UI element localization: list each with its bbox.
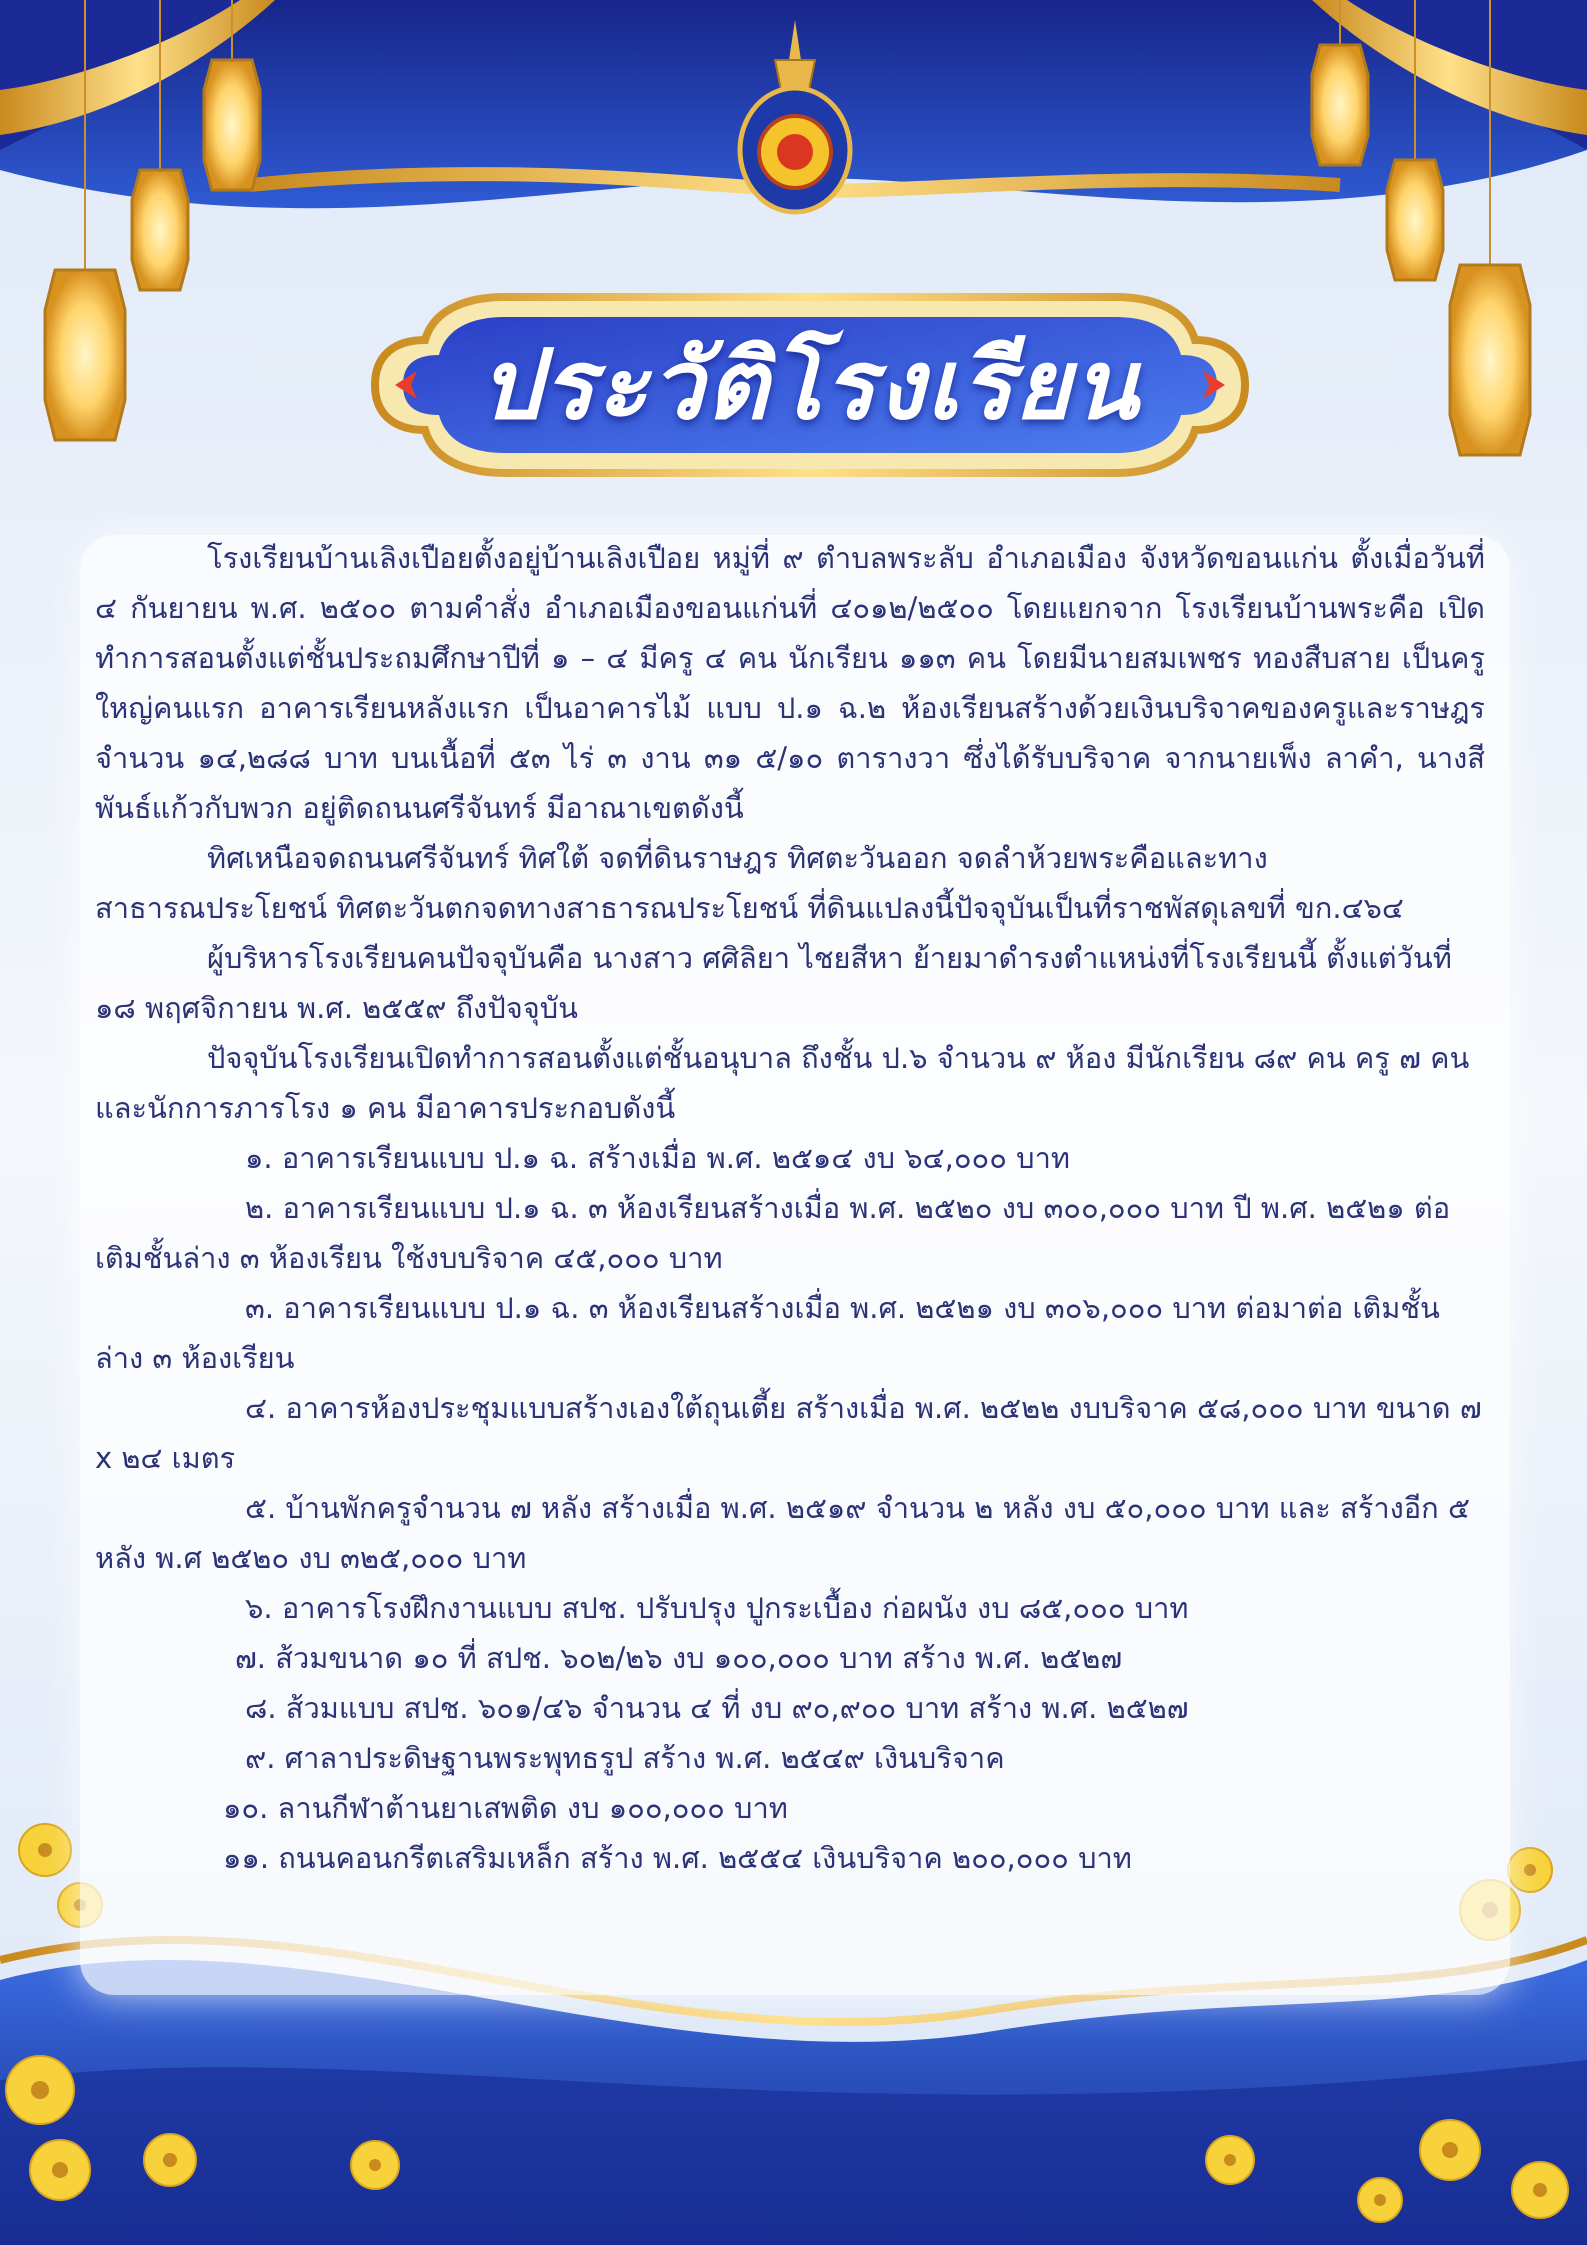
list-item: ๔. อาคารห้องประชุมแบบสร้างเองใต้ถุนเตี้ย สร้างเมื่อ พ.ศ. ๒๕๒๒ งบบริจาค ๕๘,๐๐๐ บาท ขนาด ๗ x ๒๔ เมตร [95, 1391, 1482, 1475]
list-item: ๑๐. ลานกีฬาต้านยาเสพติด งบ ๑๐๐,๐๐๐ บาท [223, 1791, 788, 1825]
list-item: ๒. อาคารเรียนแบบ ป.๑ ฉ. ๓ ห้องเรียนสร้างเมื่อ พ.ศ. ๒๕๒๐ งบ ๓๐๐,๐๐๐ บาท ปี พ.ศ. ๒๕๒๑ ต่อเติมชั้นล่าง ๓ ห้องเรียน ใช้งบบริจาค ๔๕,๐๐๐ บาท [95, 1191, 1451, 1275]
history-paragraph: ปัจจุบันโรงเรียนเปิดทำการสอนตั้งแต่ชั้นอนุบาล ถึงชั้น ป.๖ จำนวน ๙ ห้อง มีนักเรียน ๘๙ คน ครู ๗ คน และนักการภารโรง ๑ คน มีอาคารประกอบดังนี้ [95, 1041, 1470, 1125]
hanging-lantern-icon [45, 0, 125, 440]
school-emblem-icon [735, 20, 855, 220]
history-paragraph: ทิศเหนือจดถนนศรีจันทร์ ทิศใต้ จดที่ดินราษฎร ทิศตะวันออก จดลำห้วยพระคือและทาง สาธารณประโยชน์ ทิศตะวันตกจดทางสาธารณประโยชน์ ที่ดินแปลงนี้ปัจจุบันเป็นที่ราชพัสดุเลขที่ ขก.๔๖๔ [95, 841, 1404, 925]
history-text [95, 533, 1485, 1883]
list-item: ๖. อาคารโรงฝึกงานแบบ สปช. ปรับปรุง ปูกระเบื้อง ก่อผนัง งบ ๘๕,๐๐๐ บาท [245, 1591, 1189, 1625]
page-title: ประวัติโรงเรียน [479, 328, 1141, 441]
hanging-lantern-icon [1387, 0, 1443, 280]
hanging-lantern-icon [1312, 0, 1368, 165]
list-item: ๑. อาคารเรียนแบบ ป.๑ ฉ. สร้างเมื่อ พ.ศ. ๒๕๑๔ งบ ๖๔,๐๐๐ บาท [245, 1141, 1070, 1175]
list-item: ๗. ส้วมขนาด ๑๐ ที่ สปช. ๖๐๒/๒๖ งบ ๑๐๐,๐๐๐ บาท สร้าง พ.ศ. ๒๕๒๗ [235, 1641, 1123, 1675]
list-item: ๘. ส้วมแบบ สปช. ๖๐๑/๔๖ จำนวน ๔ ที่ งบ ๙๐,๙๐๐ บาท สร้าง พ.ศ. ๒๕๒๗ [245, 1691, 1189, 1725]
history-paragraph: โรงเรียนบ้านเลิงเปือยตั้งอยู่บ้านเลิงเปือย หมู่ที่ ๙ ตำบลพระลับ อำเภอเมือง จังหวัดขอนแก่น ตั้งเมื่อวันที่ ๔ กันยายน พ.ศ. ๒๕๐๐ ตามคำสั่ง อำเภอเมืองขอนแก่นที่ ๔๐๑๒/๒๕๐๐ โดยแยกจาก โรงเรียนบ้านพระคือ เปิดทำการสอนตั้งแต่ชั้นประถมศึกษาปีที่ ๑ – ๔ มีครู ๔ คน นักเรียน ๑๑๓ คน โดยมีนายสมเพชร ทองสืบสาย เป็นครูใหญ่คนแรก อาคารเรียนหลังแรก เป็นอาคารไม้ แบบ ป.๑ ฉ.๒ ห้องเรียนสร้างด้วยเงินบริจาคของครูและราษฎร จำนวน ๑๔,๒๘๘ บาท บนเนื้อที่ ๕๓ ไร่ ๓ งาน ๓๑ ๕/๑๐ ตารางวา ซึ่งได้รับบริจาค จากนายเพ็ง ลาคำ, นางสี พันธ์แก้วกับพวก อยู่ติดถนนศรีจันทร์ มีอาณาเขตดังนี้ [95, 541, 1485, 825]
list-item: ๑๑. ถนนคอนกรีตเสริมเหล็ก สร้าง พ.ศ. ๒๕๕๔ เงินบริจาค ๒๐๐,๐๐๐ บาท [223, 1841, 1132, 1875]
hanging-lantern-icon [132, 0, 188, 290]
list-item: ๓. อาคารเรียนแบบ ป.๑ ฉ. ๓ ห้องเรียนสร้างเมื่อ พ.ศ. ๒๕๒๑ งบ ๓๐๖,๐๐๐ บาท ต่อมาต่อ เติมชั้นล่าง ๓ ห้องเรียน [95, 1291, 1440, 1375]
history-paragraph: ผู้บริหารโรงเรียนคนปัจจุบันคือ นางสาว ศศิลิยา ไชยสีหา ย้ายมาดำรงตำแหน่งที่โรงเรียนนี้ ตั้งแต่วันที่ ๑๘ พฤศจิกายน พ.ศ. ๒๕๕๙ ถึงปัจจุบัน [95, 941, 1452, 1025]
list-item: ๙. ศาลาประดิษฐานพระพุทธรูป สร้าง พ.ศ. ๒๕๔๙ เงินบริจาค [245, 1741, 1005, 1775]
hanging-lantern-icon [204, 0, 260, 190]
list-item: ๕. บ้านพักครูจำนวน ๗ หลัง สร้างเมื่อ พ.ศ. ๒๕๑๙ จำนวน ๒ หลัง งบ ๕๐,๐๐๐ บาท และ สร้างอีก ๕ หลัง พ.ศ ๒๕๒๐ งบ ๓๒๕,๐๐๐ บาท [95, 1491, 1470, 1575]
hanging-lantern-icon [1450, 0, 1530, 455]
